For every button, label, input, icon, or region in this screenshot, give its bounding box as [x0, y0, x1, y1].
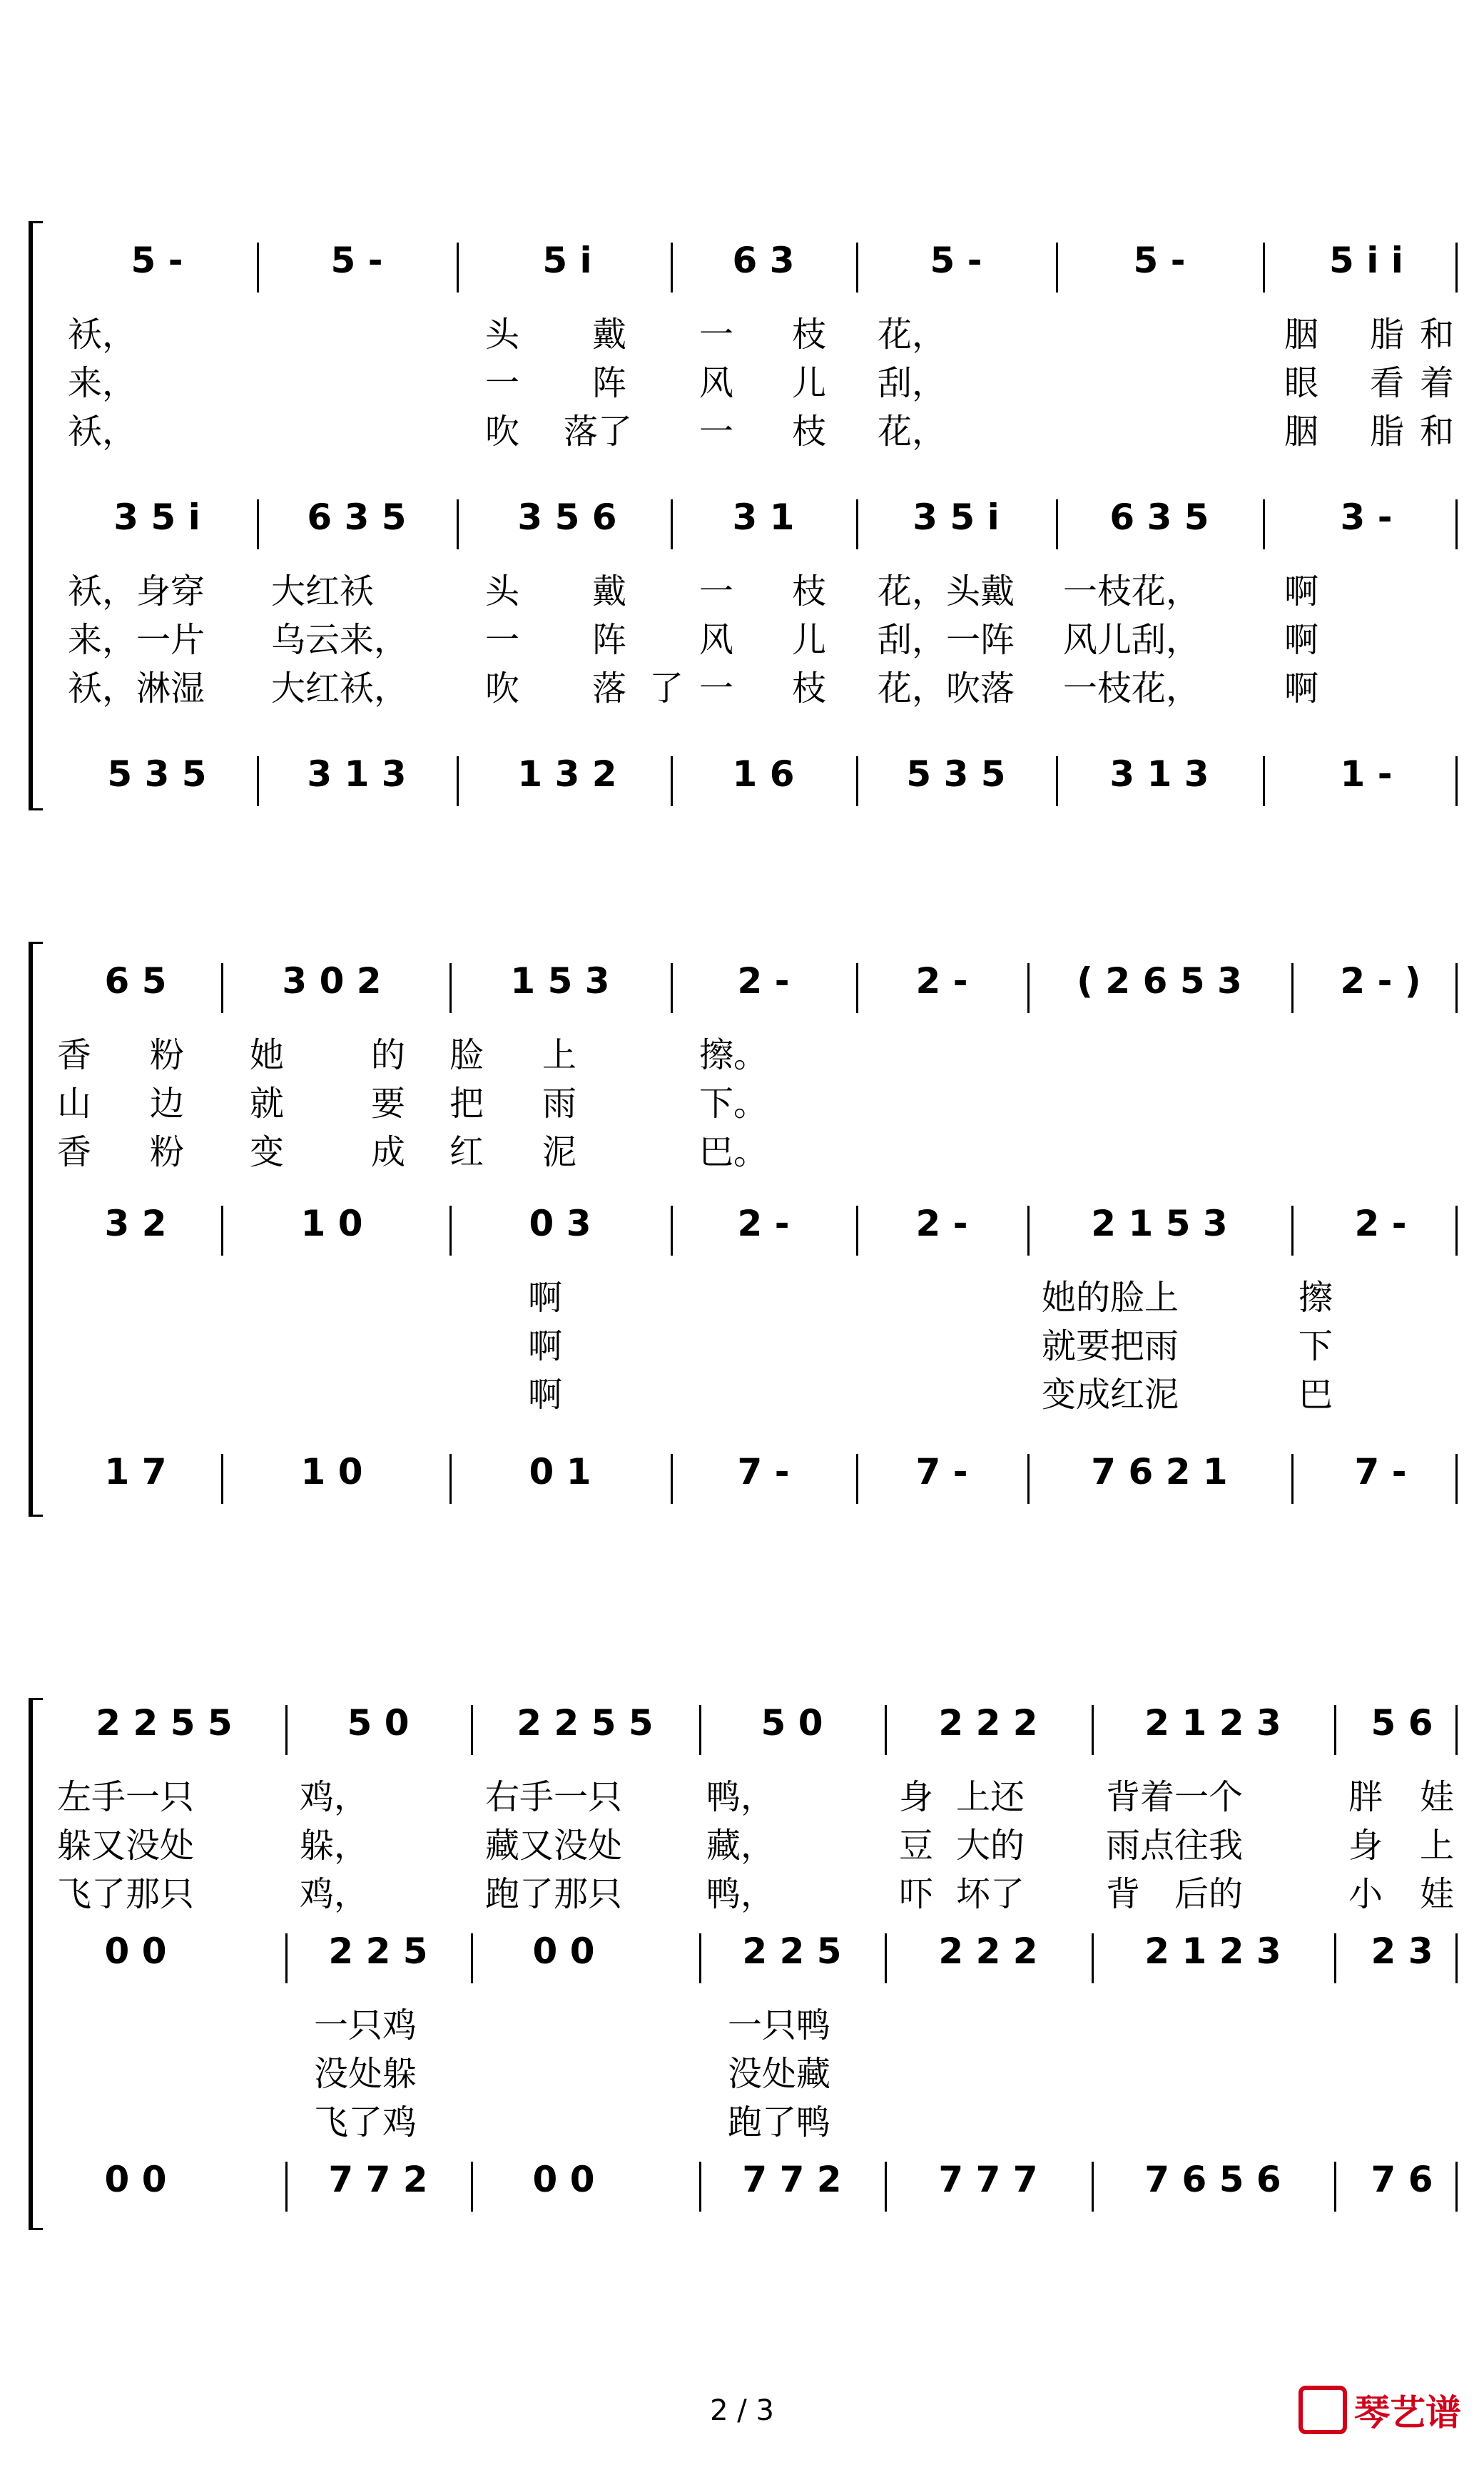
barline [1092, 1933, 1094, 1983]
barline [471, 2162, 473, 2212]
lyric-line-17: 没处躲 没处藏 [314, 2054, 831, 2094]
barline [1455, 1454, 1458, 1504]
barline [671, 243, 673, 293]
lyric-line-14: 躲又没处 躲， 藏又没处 藏， 豆 大的 雨点往我 身 上 [57, 1826, 1455, 1866]
barline [1455, 1206, 1458, 1256]
barline [1455, 1933, 1458, 1983]
lyric-line-18: 飞了鸡 跑了鸭 [314, 2102, 831, 2142]
staff-row-3 [29, 753, 1463, 842]
measure-6: ( 2 6 5 3 [1077, 960, 1242, 1002]
barline [699, 2162, 701, 2212]
lyric-line-15: 飞了那只 鸡， 跑了那只 鸭， 吓 坏了 背 后的 小 娃 [57, 1874, 1455, 1914]
barline [457, 499, 459, 549]
measure-4: 7 - [737, 1451, 790, 1492]
barline [856, 756, 858, 806]
barline [471, 1705, 473, 1755]
barline [1263, 756, 1265, 806]
barline [1291, 963, 1294, 1013]
measure-2: 6 3 5 [307, 497, 407, 538]
barline [699, 1705, 701, 1755]
measure-3: 0 0 [532, 1931, 595, 1972]
lyric-line-1: 袄， 头 戴 一 枝 花， 胭 脂 和 [68, 315, 1455, 355]
barline [1455, 756, 1458, 806]
measure-4: 2 2 5 [742, 1931, 842, 1972]
barline [885, 1933, 887, 1983]
barline [285, 1933, 288, 1983]
barline [1455, 1705, 1458, 1755]
barline [285, 2162, 288, 2212]
barline [671, 963, 673, 1013]
barline [699, 1933, 701, 1983]
measure-3: 5 i [542, 240, 592, 281]
measure-5: 2 - [915, 960, 968, 1002]
measure-6: 5 - [1133, 240, 1186, 281]
measure-6: 6 3 5 [1109, 497, 1209, 538]
measure-6: 2 1 5 3 [1091, 1203, 1228, 1244]
measure-7: 1 - [1340, 753, 1393, 795]
barline [221, 1206, 223, 1256]
lyric-line-9: 香 粉 变 成 红 泥 巴。 [57, 1132, 768, 1172]
measure-3: 1 5 3 [510, 960, 610, 1002]
measure-7: 7 - [1354, 1451, 1407, 1492]
measure-1: 2 2 5 5 [96, 1702, 233, 1744]
measure-3: 0 3 [529, 1203, 591, 1244]
barline [671, 756, 673, 806]
barline [285, 1705, 288, 1755]
barline [1056, 243, 1058, 293]
measure-5: 3 5 i [913, 497, 1000, 538]
measure-4: 6 3 [732, 240, 795, 281]
barline [856, 243, 858, 293]
measure-1: 5 - [131, 240, 183, 281]
barline [856, 963, 858, 1013]
logo-icon [1298, 2386, 1347, 2434]
measure-4: 2 - [737, 1203, 790, 1244]
lyric-line-4: 袄，身穿 大红袄 头 戴 一 枝 花，头戴 一枝花， 啊 [68, 571, 1319, 611]
barline [221, 1454, 223, 1504]
measure-2: 1 0 [300, 1451, 363, 1492]
barline [257, 243, 259, 293]
barline [856, 499, 858, 549]
measure-7: 3 - [1340, 497, 1393, 538]
measure-2: 5 0 [347, 1702, 410, 1744]
measure-7: 5 i i [1329, 240, 1403, 281]
measure-3: 2 2 5 5 [517, 1702, 654, 1744]
lyric-line-2: 来， 一 阵 风 儿 刮， 眼 看 着 [68, 363, 1455, 403]
barline [1455, 499, 1458, 549]
measure-5: 5 3 5 [906, 753, 1006, 795]
logo-text: 琴艺谱 [1354, 2392, 1461, 2433]
barline [1455, 2162, 1458, 2212]
measure-5: 2 2 2 [938, 1702, 1038, 1744]
barline [671, 1206, 673, 1256]
measure-7: 7 6 [1371, 2159, 1433, 2200]
staff-row-9 [29, 2159, 1463, 2247]
barline [885, 2162, 887, 2212]
lyric-line-8: 山 边 就 要 把 雨 下。 [57, 1084, 768, 1124]
barline [1334, 1933, 1336, 1983]
barline [449, 963, 452, 1013]
barline [671, 499, 673, 549]
barline [671, 1454, 673, 1504]
measure-1: 3 5 i [113, 497, 200, 538]
measure-6: 3 1 3 [1109, 753, 1209, 795]
barline [257, 756, 259, 806]
measure-4: 1 6 [732, 753, 795, 795]
barline [1092, 2162, 1094, 2212]
brand-logo [1298, 2384, 1461, 2436]
measure-1: 0 0 [104, 1931, 167, 1972]
measure-6: 7 6 2 1 [1091, 1451, 1228, 1492]
barline [1263, 499, 1265, 549]
measure-7: 2 - ) [1340, 960, 1421, 1002]
measure-2: 5 - [330, 240, 383, 281]
barline [1334, 2162, 1336, 2212]
measure-5: 2 - [915, 1203, 968, 1244]
measure-1: 6 5 [104, 960, 167, 1002]
barline [1027, 963, 1030, 1013]
measure-7: 5 6 [1371, 1702, 1433, 1744]
system-2 [29, 942, 1463, 1527]
barline [471, 1933, 473, 1983]
measure-5: 2 2 2 [938, 1931, 1038, 1972]
barline [221, 963, 223, 1013]
barline [457, 243, 459, 293]
measure-4: 2 - [737, 960, 790, 1002]
barline [1455, 243, 1458, 293]
measure-2: 2 2 5 [328, 1931, 428, 1972]
measure-5: 7 - [915, 1451, 968, 1492]
lyric-line-13: 左手一只 鸡， 右手一只 鸭， 身 上还 背着一个 胖 娃 [57, 1777, 1455, 1817]
lyric-line-7: 香 粉 她 的 脸 上 擦。 [57, 1035, 768, 1075]
measure-4: 7 7 2 [742, 2159, 842, 2200]
barline [1027, 1206, 1030, 1256]
measure-6: 7 6 5 6 [1144, 2159, 1281, 2200]
barline [449, 1206, 452, 1256]
measure-5: 5 - [930, 240, 982, 281]
measure-1: 1 7 [104, 1451, 167, 1492]
lyric-line-16: 一只鸡 一只鸭 [314, 2005, 831, 2045]
lyric-line-3: 袄， 吹 落了 一 枝 花， 胭 脂 和 [68, 412, 1455, 452]
measure-2: 1 0 [300, 1203, 363, 1244]
measure-4: 3 1 [732, 497, 795, 538]
lyric-line-6: 袄，淋湿 大红袄， 吹 落 了 一 枝 花，吹落 一枝花， 啊 [68, 668, 1319, 708]
barline [885, 1705, 887, 1755]
measure-5: 7 7 7 [938, 2159, 1038, 2200]
barline [1291, 1454, 1294, 1504]
measure-2: 3 1 3 [307, 753, 407, 795]
barline [449, 1454, 452, 1504]
barline [1334, 1705, 1336, 1755]
measure-3: 1 3 2 [517, 753, 617, 795]
lyric-line-5: 来，一片 乌云来， 一 阵 风 儿 刮，一阵 风儿刮， 啊 [68, 620, 1319, 660]
measure-6: 2 1 2 3 [1144, 1702, 1281, 1744]
measure-7: 2 3 [1371, 1931, 1433, 1972]
measure-6: 2 1 2 3 [1144, 1931, 1281, 1972]
lyric-line-11: 啊 就要把雨 下 [528, 1326, 1333, 1366]
barline [1263, 243, 1265, 293]
lyric-line-10: 啊 她的脸上 擦 [528, 1278, 1333, 1318]
barline [1056, 756, 1058, 806]
system-1 [29, 221, 1463, 813]
system-3 [29, 1698, 1463, 2240]
barline [457, 756, 459, 806]
barline [257, 499, 259, 549]
barline [1291, 1206, 1294, 1256]
measure-2: 3 0 2 [282, 960, 382, 1002]
measure-1: 0 0 [104, 2159, 167, 2200]
measure-3: 0 0 [532, 2159, 595, 2200]
measure-7: 2 - [1354, 1203, 1407, 1244]
measure-2: 7 7 2 [328, 2159, 428, 2200]
barline [1455, 963, 1458, 1013]
staff-row-6 [29, 1451, 1463, 1540]
measure-4: 5 0 [761, 1702, 823, 1744]
barline [856, 1206, 858, 1256]
barline [1027, 1454, 1030, 1504]
lyric-line-12: 啊 变成红泥 巴 [528, 1375, 1333, 1415]
measure-3: 3 5 6 [517, 497, 617, 538]
page-number: 2 / 3 [710, 2394, 774, 2427]
barline [1056, 499, 1058, 549]
measure-3: 0 1 [529, 1451, 591, 1492]
barline [1092, 1705, 1094, 1755]
barline [856, 1454, 858, 1504]
measure-1: 5 3 5 [107, 753, 207, 795]
measure-1: 3 2 [104, 1203, 167, 1244]
